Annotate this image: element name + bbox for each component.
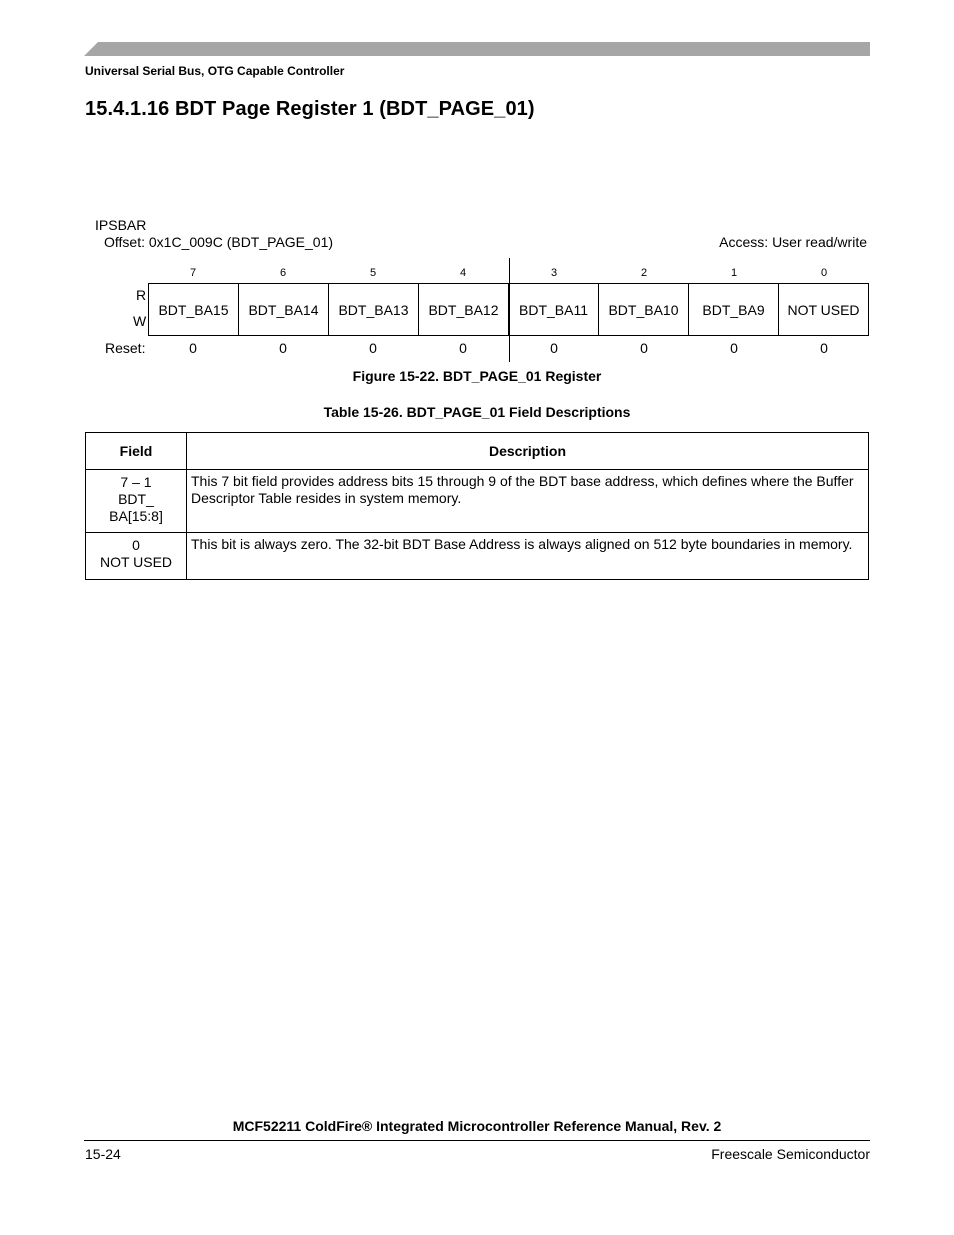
register-diagram — [148, 283, 869, 336]
reset-value: 0 — [730, 340, 738, 356]
description-cell: This 7 bit field provides address bits 15 through 9 of the BDT base address, which defines where the Buffer Descriptor Table resides in system memory. — [187, 470, 869, 533]
bit-number: 2 — [640, 267, 648, 279]
field-cell — [86, 533, 187, 580]
register-field: BDT_BA14 — [239, 284, 329, 335]
running-header: Universal Serial Bus, OTG Capable Controller — [85, 64, 345, 78]
write-row-label: W — [133, 313, 147, 329]
footer-manual-title: MCF52211 ColdFire® Integrated Microcontroller Reference Manual, Rev. 2 — [232, 1118, 722, 1134]
register-field: BDT_BA15 — [149, 284, 239, 335]
header-bar — [84, 42, 870, 56]
read-row-label: R — [136, 287, 147, 303]
field-line: NOT USED — [99, 554, 173, 570]
footer-page-number: 15-24 — [85, 1146, 121, 1162]
bit-number: 3 — [550, 267, 558, 279]
reset-value: 0 — [820, 340, 828, 356]
table-header-row — [86, 433, 869, 470]
register-ipsbar-label: IPSBAR — [95, 217, 147, 233]
table-row — [86, 533, 869, 580]
reset-label: Reset: — [105, 340, 146, 356]
register-offset: Offset: 0x1C_009C (BDT_PAGE_01) — [104, 234, 334, 250]
bit-number: 1 — [730, 267, 738, 279]
register-field: BDT_BA12 — [419, 284, 509, 335]
bit-number: 6 — [279, 267, 287, 279]
footer-rule — [84, 1140, 870, 1141]
register-field: BDT_BA11 — [509, 284, 599, 335]
bit-number: 4 — [459, 267, 467, 279]
reset-value: 0 — [369, 340, 377, 356]
register-field: BDT_BA13 — [329, 284, 419, 335]
table-caption: Table 15-26. BDT_PAGE_01 Field Descriptions — [323, 404, 631, 420]
bit-number: 5 — [369, 267, 377, 279]
reset-value: 0 — [640, 340, 648, 356]
field-cell — [86, 470, 187, 533]
reset-value: 0 — [279, 340, 287, 356]
register-field: NOT USED — [787, 301, 860, 318]
reset-value: 0 — [459, 340, 467, 356]
field-line: BDT_ — [118, 491, 154, 507]
field-line: BA[15:8] — [109, 508, 163, 524]
register-field: BDT_BA9 — [689, 284, 779, 335]
description-cell: This bit is always zero. The 32-bit BDT Base Address is always aligned on 512 byte boundaries in memory. — [187, 533, 869, 580]
bit-number: 7 — [189, 267, 197, 279]
bit-number: 0 — [820, 267, 828, 279]
field-column-header: Field — [86, 433, 187, 470]
figure-caption: Figure 15-22. BDT_PAGE_01 Register — [352, 368, 602, 384]
register-access: Access: User read/write — [719, 234, 867, 250]
description-column-header: Description — [187, 433, 869, 470]
field-line: 7 – 1 — [120, 474, 152, 490]
field-description-table — [85, 432, 869, 580]
reset-value: 0 — [189, 340, 197, 356]
footer-company: Freescale Semiconductor — [711, 1146, 870, 1162]
field-line: 0 — [132, 537, 140, 553]
reset-value: 0 — [550, 340, 558, 356]
register-field: BDT_BA10 — [599, 284, 689, 335]
section-title: 15.4.1.16 BDT Page Register 1 (BDT_PAGE_01) — [85, 98, 535, 120]
table-row — [86, 470, 869, 533]
